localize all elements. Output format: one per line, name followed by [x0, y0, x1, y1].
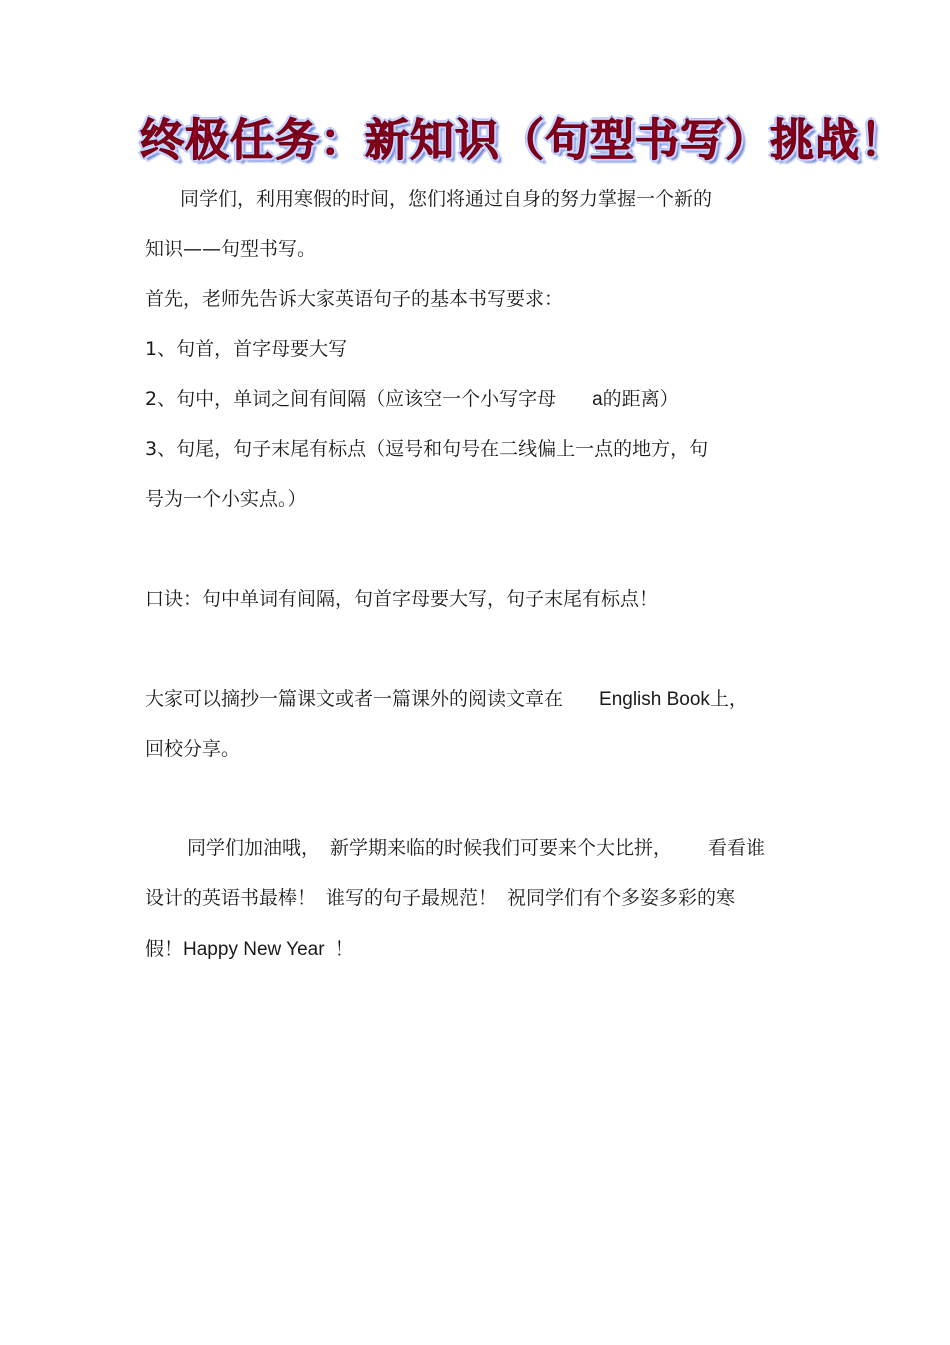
- intro-line-1: 同学们，利用寒假的时间，您们将通过自身的努力掌握一个新的: [180, 188, 713, 210]
- requirements-lead: 首先，老师先告诉大家英语句子的基本书写要求：: [145, 288, 564, 310]
- closing-line-1: [187, 835, 765, 861]
- requirement-2-text-b: 的距离）: [602, 388, 679, 410]
- english-book-label: English Book: [599, 689, 710, 710]
- mnemonic: 口诀：句中单词有间隔，句首字母要大写，句子末尾有标点！: [145, 588, 659, 610]
- task-text-a: 大家可以摘抄一篇课文或者一篇课外的阅读文章在: [145, 688, 564, 710]
- requirement-3-line-2: 号为一个小实点。）: [145, 488, 307, 510]
- closing-1c: 看看谁: [708, 837, 766, 859]
- requirement-3-line-1: 3、句尾，句子末尾有标点（逗号和句号在二线偏上一点的地方，句: [145, 438, 709, 460]
- happy-new-year: Happy New Year: [183, 939, 325, 960]
- closing-2a: 设计的英语书最棒！: [145, 887, 317, 909]
- closing-2b: 谁写的句子最规范！: [326, 887, 498, 909]
- requirement-1: 1、句首，首字母要大写: [145, 338, 348, 360]
- task-line-2: 回校分享。: [145, 738, 241, 760]
- closing-2c: 祝同学们有个多姿多彩的寒: [507, 887, 736, 909]
- closing-3b: ！: [334, 938, 354, 960]
- closing-1a: 同学们加油哦，: [187, 837, 321, 859]
- task-text-b: 上，: [709, 688, 748, 710]
- closing-3a: 假！: [145, 938, 184, 960]
- requirement-2-text-a: 2、句中，单词之间有间隔（应该空一个小写字母: [145, 388, 557, 410]
- intro-line-2: 知识——句型书写。: [145, 238, 317, 260]
- closing-1b: 新学期来临的时候我们可要来个大比拼，: [330, 837, 673, 859]
- closing-line-2: [145, 885, 735, 911]
- task-line-1: [145, 686, 748, 713]
- requirement-2-letter: a: [592, 389, 603, 410]
- closing-line-3: [145, 936, 354, 963]
- document-title: 终极任务：新知识（句型书写）挑战！: [140, 115, 905, 166]
- requirement-2: [145, 386, 679, 413]
